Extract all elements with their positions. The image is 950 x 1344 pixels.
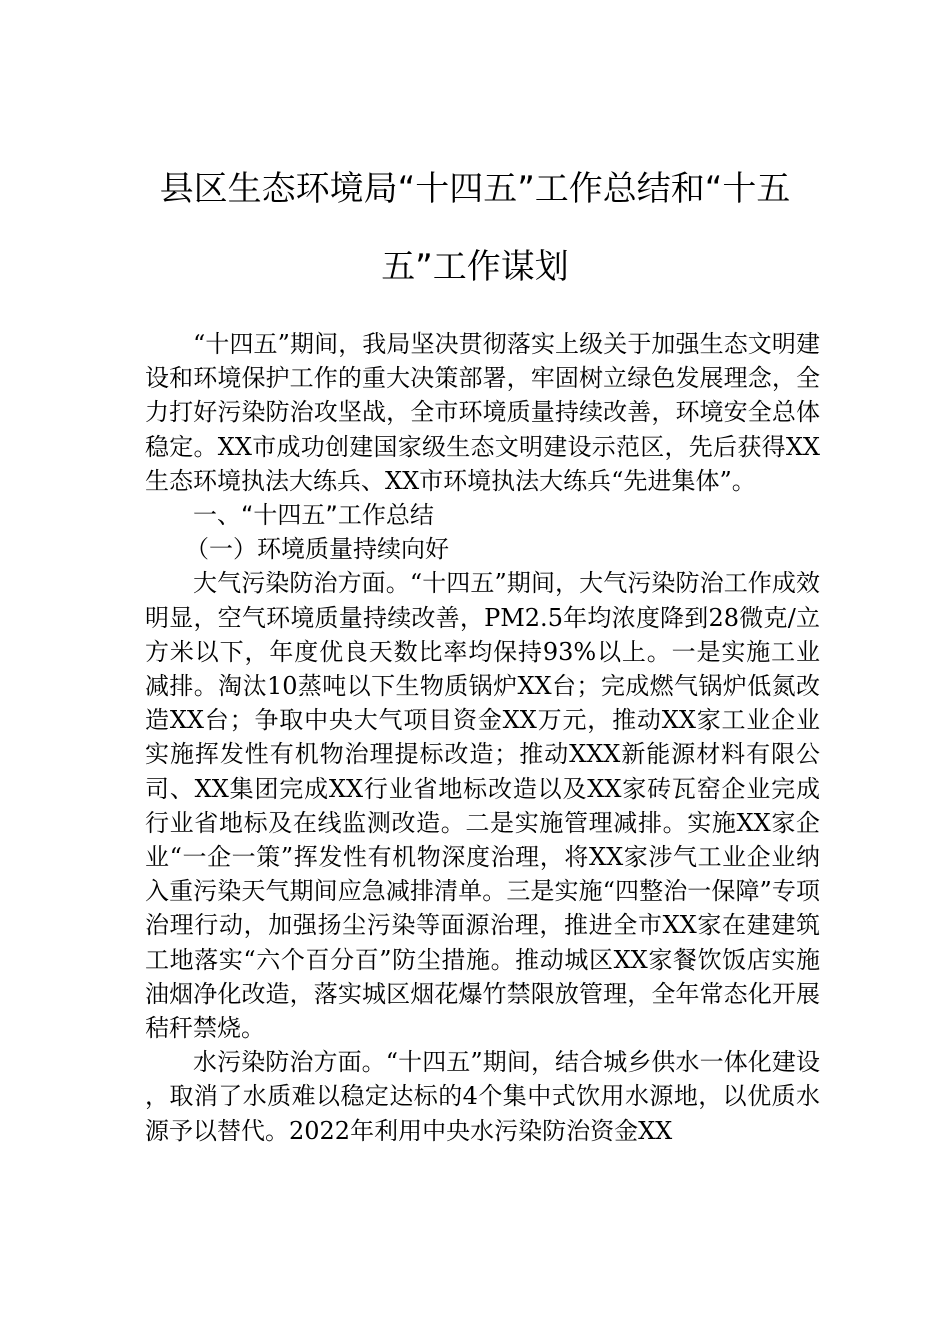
document-title-line-2: 五”工作谋划 bbox=[381, 247, 569, 287]
water-pollution-paragraph: 水污染防治方面。“十四五”期间，结合城乡供水一体化建设，取消了水质难以稳定达标的4个集中式饮用水源地，以优质水源予以替代。2022年利用中央水污染防治资金XX bbox=[145, 1048, 820, 1145]
intro-paragraph: “十四五”期间，我局坚决贯彻落实上级关于加强生态文明建设和环境保护工作的重大决策部署，牢固树立绿色发展理念，全力打好污染防治攻坚战，全市环境质量持续改善，环境安全总体稳定。XX市成功创建国家级生态文明建设示范区，先后获得XX生态环境执法大练兵、XX市环境执法大练兵“先进集体”。 bbox=[145, 330, 820, 495]
air-pollution-paragraph: 大气污染防治方面。“十四五”期间，大气污染防治工作成效明显，空气环境质量持续改善，PM2.5年均浓度降到28微克/立方米以下，年度优良天数比率均保持93%以上。一是实施工业减排。淘汰10蒸吨以下生物质锅炉XX台；完成燃气锅炉低氮改造XX台；争取中央大气项目资金XX万元，推动XX家工业企业实施挥发性有机物治理提标改造；推动XXX新能源材料有限公司、XX集团完成XX行业省地标改造以及XX家砖瓦窑企业完成行业省地标及在线监测改造。二是实施管理减排。实施XX家企业“一企一策”挥发性有机物深度治理，将XX家涉气工业企业纳入重污染天气期间应急减排清单。三是实施“四整治一保障”专项治理行动，加强扬尘污染等面源治理，推进全市XX家在建建筑工地落实“六个百分百”防尘措施。推动城区XX家餐饮饭店实施油烟净化改造，落实城区烟花爆竹禁限放管理，全年常态化开展秸秆禁烧。 bbox=[145, 569, 820, 1043]
document-title bbox=[120, 150, 830, 306]
subsection-heading: （一）环境质量持续向好 bbox=[185, 535, 449, 564]
section-heading: 一、“十四五”工作总结 bbox=[193, 501, 434, 530]
document-title-line-1: 县区生态环境局“十四五”工作总结和“十五 bbox=[159, 169, 791, 209]
document-body bbox=[145, 327, 820, 1148]
